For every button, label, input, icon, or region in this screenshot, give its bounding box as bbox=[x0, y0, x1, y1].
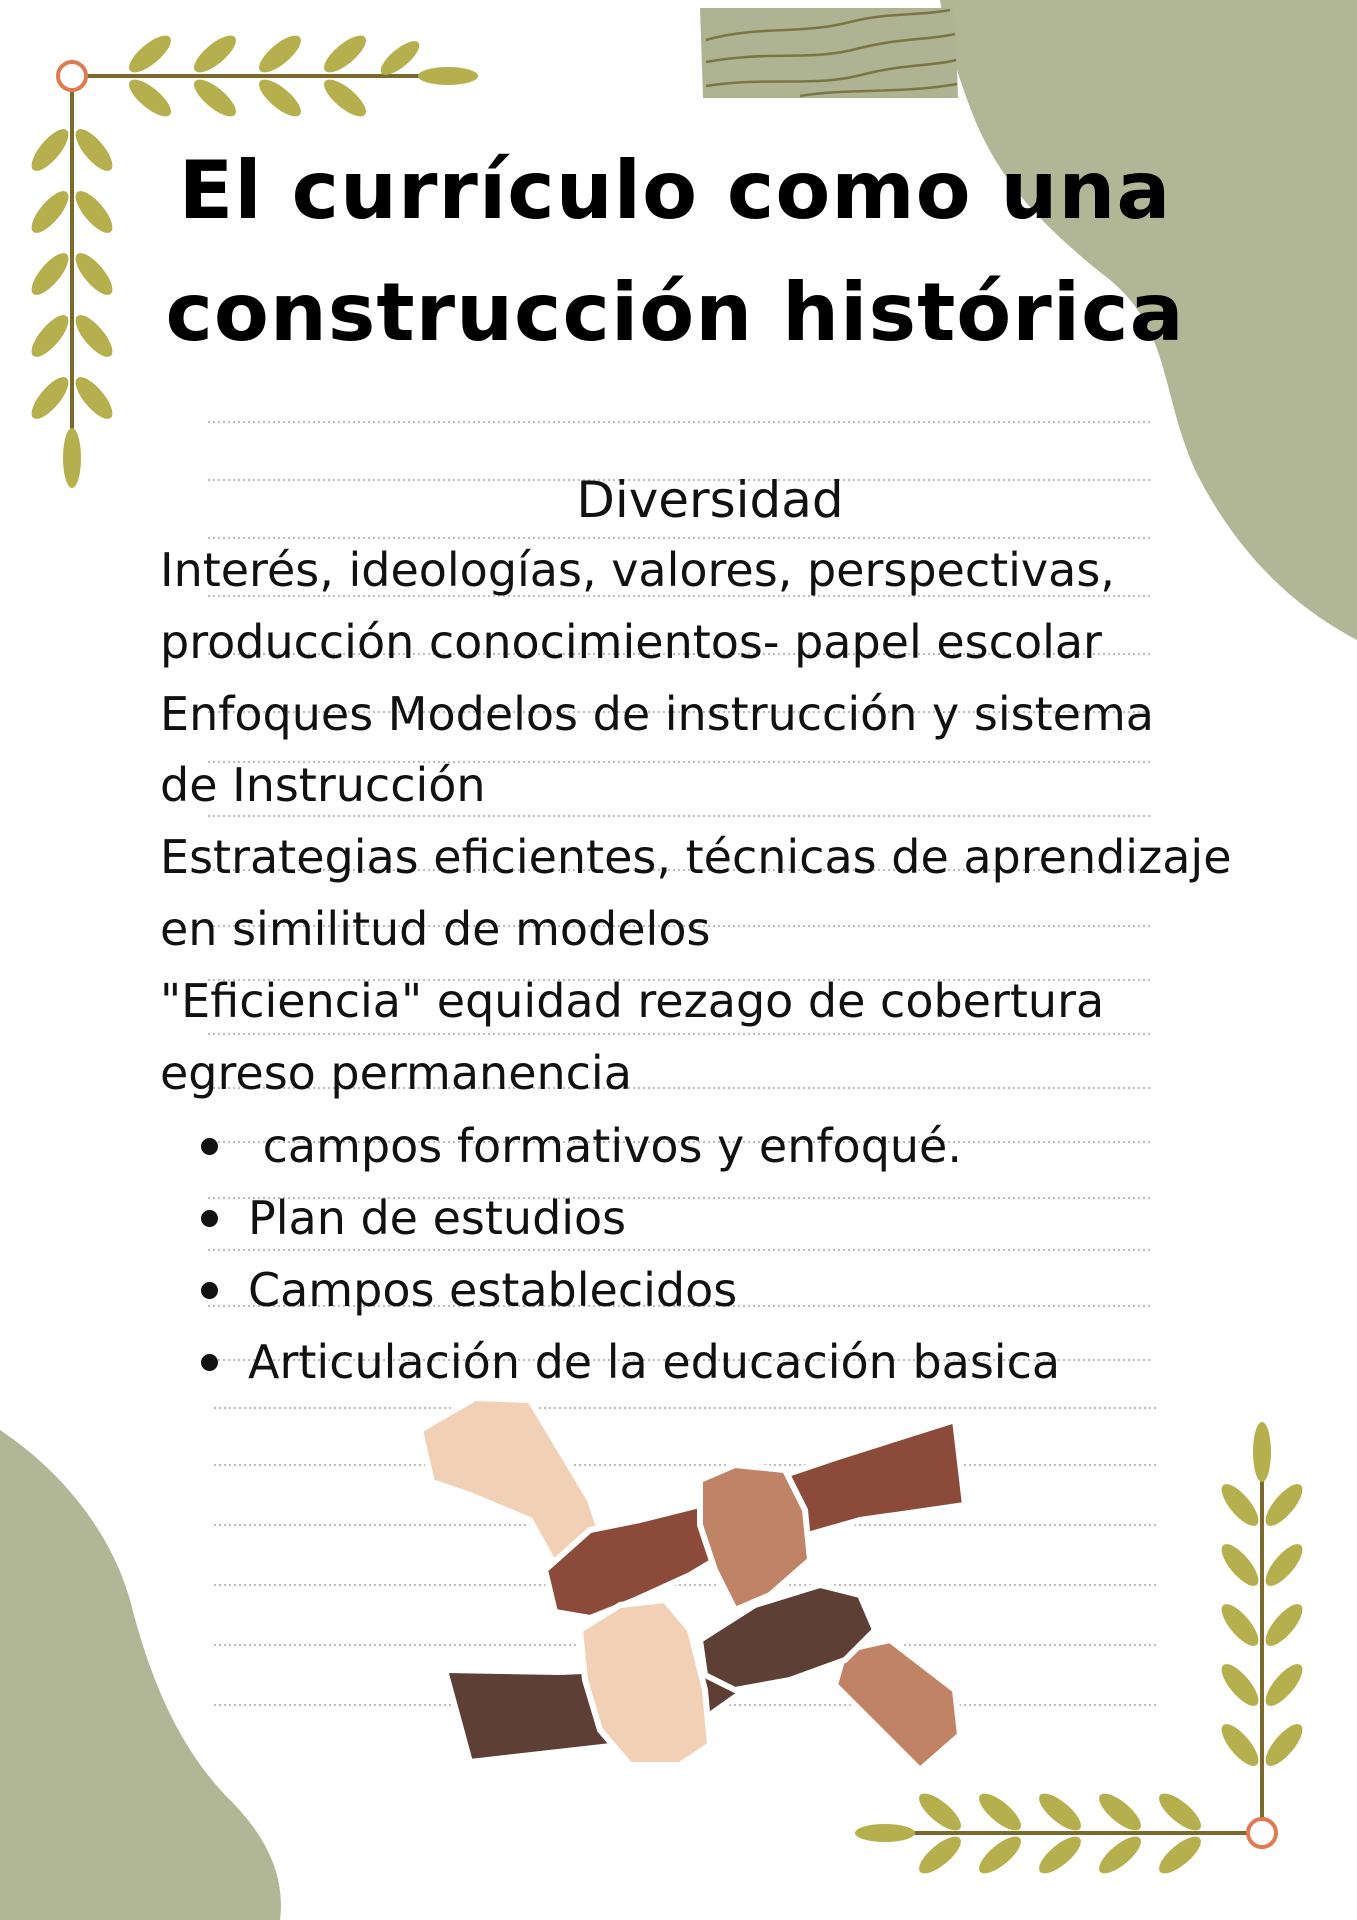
title-line-2: construcción histórica bbox=[165, 266, 1185, 359]
list-item-text: campos formativos y enfoqué. bbox=[248, 1119, 962, 1173]
list-item-text: Campos establecidos bbox=[248, 1263, 738, 1317]
bullet-dot-icon bbox=[201, 1282, 218, 1299]
bullet-dot-icon bbox=[201, 1354, 218, 1371]
title-line-1: El currículo como una bbox=[178, 144, 1172, 237]
section-heading: Diversidad bbox=[576, 471, 844, 529]
hand-tan-upper-right bbox=[700, 1465, 810, 1610]
list-item bbox=[160, 1182, 1260, 1254]
bullet-list bbox=[160, 1110, 1260, 1398]
list-item bbox=[160, 1326, 1260, 1398]
list-item-text: Plan de estudios bbox=[248, 1191, 627, 1245]
list-item bbox=[160, 1110, 1260, 1182]
body-text bbox=[160, 535, 1320, 1109]
body-line: Enfoques Modelos de instrucción y sistema bbox=[160, 686, 1154, 741]
bullet-dot-icon bbox=[201, 1210, 218, 1227]
list-item-text: Articulación de la educación basica bbox=[248, 1335, 1061, 1389]
bullet-dot-icon bbox=[201, 1138, 218, 1155]
body-line: de Instrucción bbox=[160, 758, 486, 813]
body-line: en similitud de modelos bbox=[160, 901, 711, 956]
body-line: "Eficiencia" equidad rezago de cobertura bbox=[160, 973, 1105, 1028]
page-title bbox=[150, 130, 1200, 374]
list-item bbox=[160, 1254, 1260, 1326]
body-line: Interés, ideologías, valores, perspectivas, bbox=[160, 543, 1115, 597]
body-line: producción conocimientos- papel escolar bbox=[160, 614, 1102, 669]
body-line: Estrategias eficientes, técnicas de aprendizaje bbox=[160, 830, 1232, 885]
body-line: egreso permanencia bbox=[160, 1045, 632, 1100]
arm-tan-bottom-right bbox=[835, 1640, 960, 1770]
